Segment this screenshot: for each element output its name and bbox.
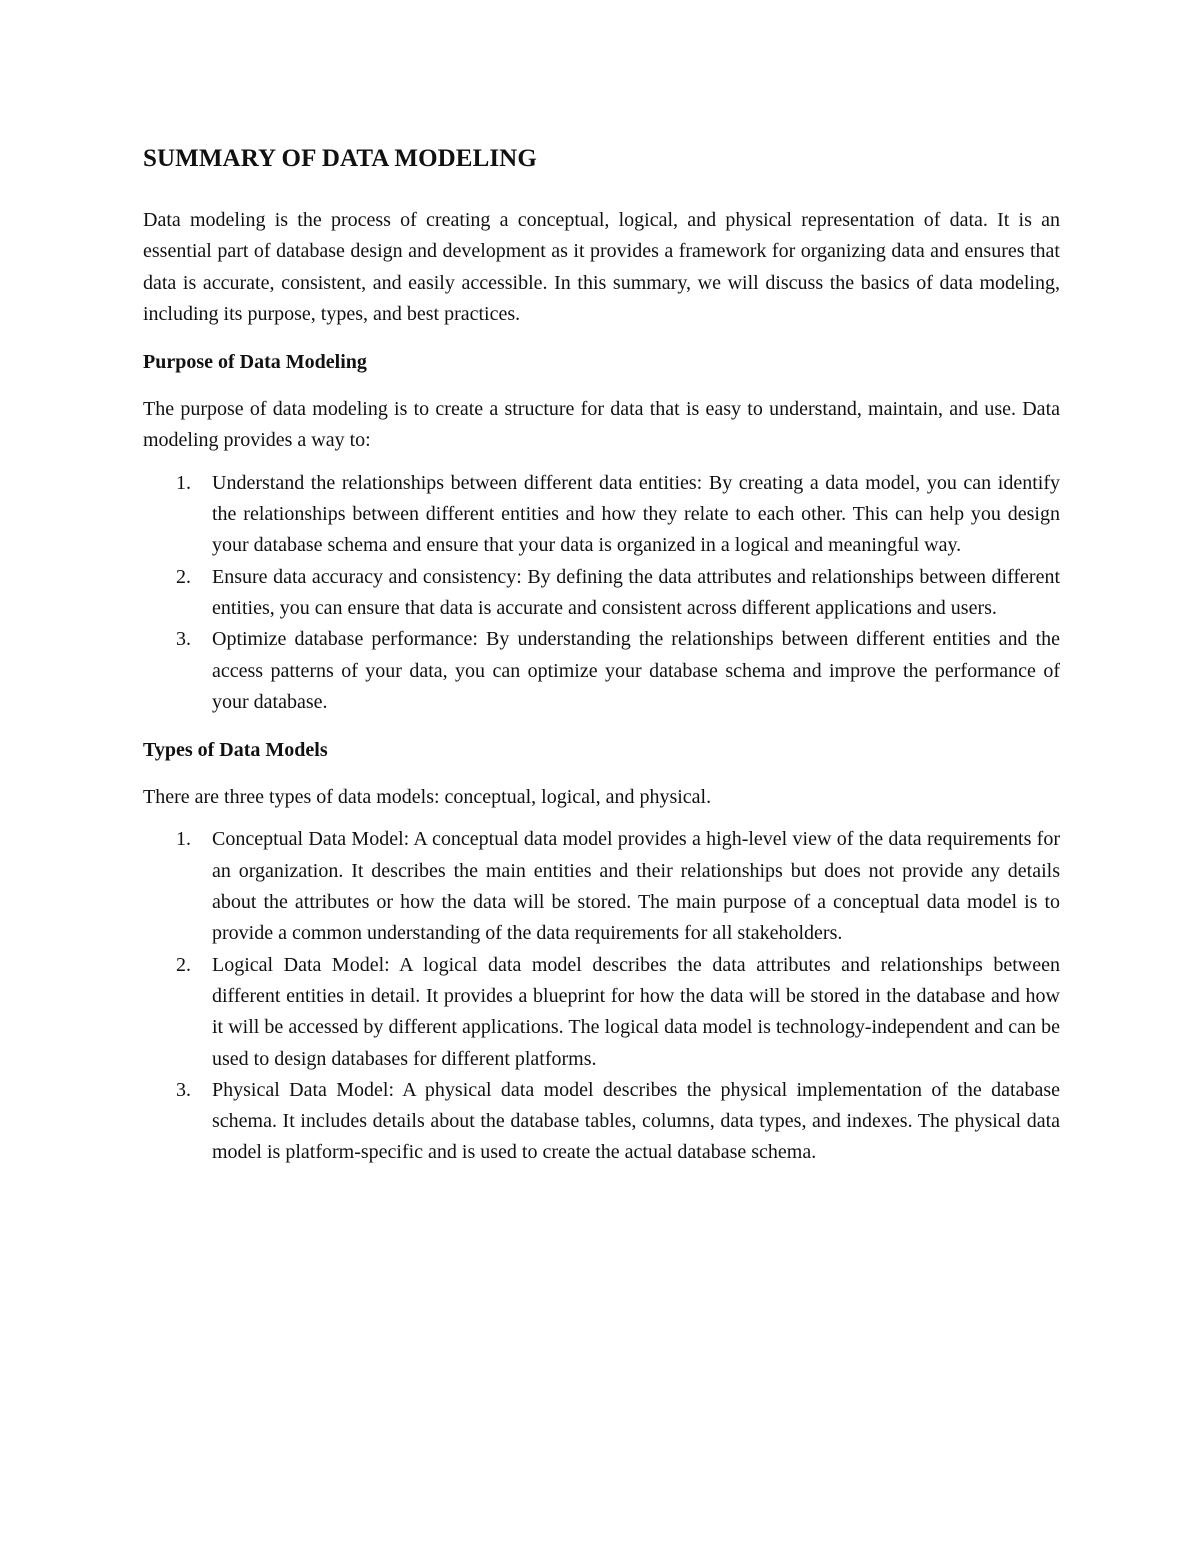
list-item [143,1075,1060,1169]
list-number: 2. [176,953,191,976]
list-text: Ensure data accuracy and consistency: By defining the data attributes and relationships between different entities, you can ensure that data is accurate and consistent across different applications and users. [212,565,1060,619]
list-item [143,562,1060,625]
list-item [143,468,1060,562]
numbered-list [143,468,1060,718]
document-title: SUMMARY OF DATA MODELING [143,145,537,172]
list-number: 1. [176,828,191,851]
section-purpose [143,347,1060,718]
list-number: 3. [176,1078,191,1101]
list-text: Logical Data Model: A logical data model describes the data attributes and relationships between different entities in detail. It provides a blueprint for how the data will be stored in the database and how it will be accessed by different applications. The logical data model is technology-independent and can be used to design databases for different platforms. [212,953,1060,1070]
list-number: 2. [176,565,191,588]
section-intro: There are three types of data models: conceptual, logical, and physical. [143,786,712,809]
list-item [143,824,1060,949]
list-item [143,624,1060,718]
list-number: 1. [176,471,191,494]
list-number: 3. [176,628,191,651]
list-text: Physical Data Model: A physical data model describes the physical implementation of the database schema. It includes details about the database tables, columns, data types, and indexes. The physical data model is platform-specific and is used to create the actual database schema. [212,1078,1060,1164]
list-text: Conceptual Data Model: A conceptual data model provides a high-level view of the data requirements for an organization. It describes the main entities and their relationships but does not provide any details about the attributes or how the data will be stored. The main purpose of a conceptual data model is to provide a common understanding of the data requirements for all stakeholders. [212,828,1060,945]
section-types [143,735,1060,1169]
list-item [143,950,1060,1075]
list-text: Optimize database performance: By understanding the relationships between different entities and the access patterns of your data, you can optimize your database schema and improve the performance of your database. [212,628,1060,713]
numbered-list [143,824,1060,1168]
document-page [143,143,1060,1169]
section-intro: The purpose of data modeling is to create a structure for data that is easy to understand, maintain, and use. Data modeling provides a way to: [143,398,1060,452]
list-text: Understand the relationships between different data entities: By creating a data model, you can identify the relationships between different entities and how they relate to each other. This can help you design your database schema and ensure that your data is organized in a logical and meaningful way. [212,471,1060,557]
section-heading: Types of Data Models [143,739,328,762]
intro-paragraph: Data modeling is the process of creating a conceptual, logical, and physical representation of data. It is an essential part of database design and development as it provides a framework for organizing data and ensures that data is accurate, consistent, and easily accessible. In this summary, we will discuss the basics of data modeling, including its purpose, types, and best practices. [143,209,1060,325]
section-heading: Purpose of Data Modeling [143,351,367,374]
